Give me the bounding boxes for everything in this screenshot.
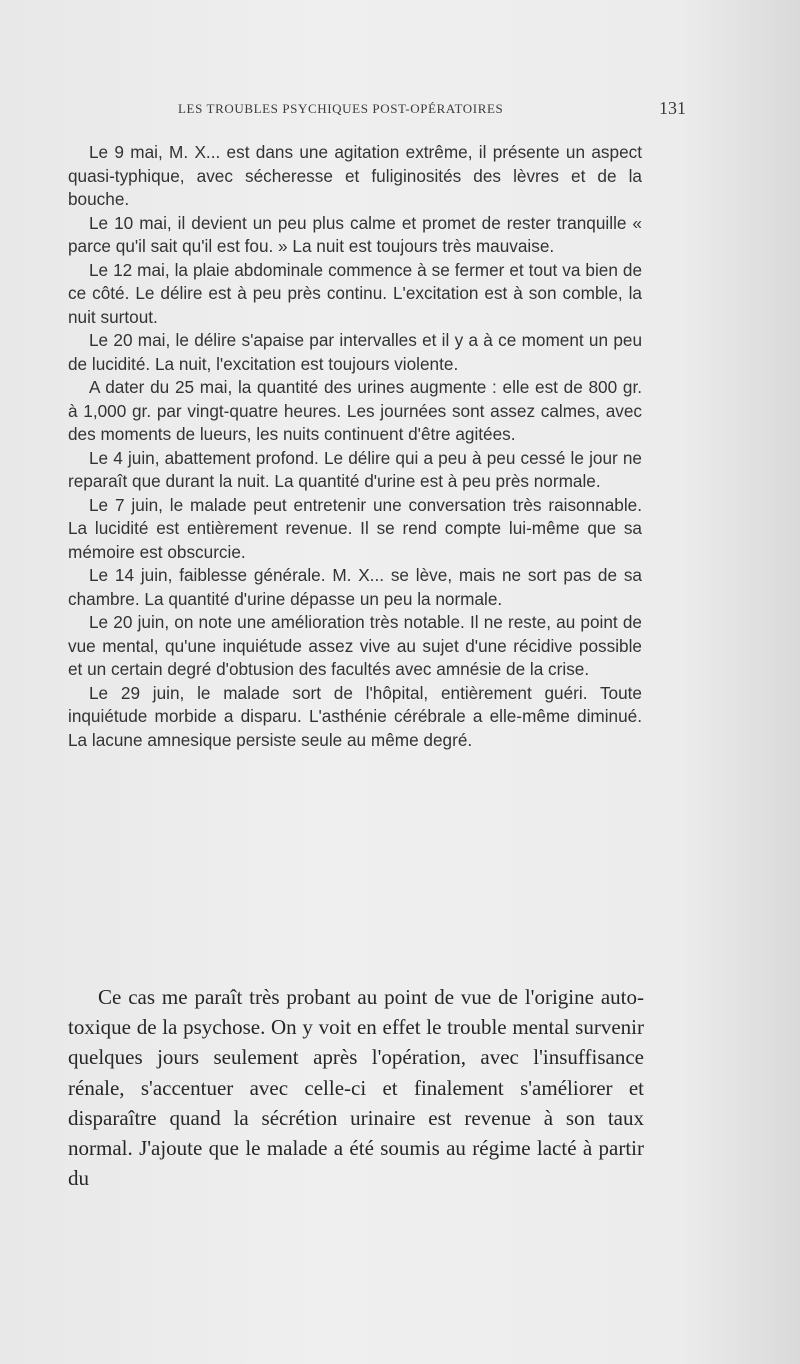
case-notes xyxy=(68,141,642,752)
case-note-9-mai: Le 9 mai, M. X... est dans une agitation extrême, il présente un aspect quasi-typhique, avec sécheresse et fuliginosités des lèvres et de la bouche. xyxy=(68,142,642,209)
main-text xyxy=(68,982,644,1193)
case-note-10-mai: Le 10 mai, il devient un peu plus calme et promet de rester tranquille « parce qu'il sait qu'il est fou. » La nuit est toujours très mauvaise. xyxy=(68,212,642,256)
running-head xyxy=(178,98,686,125)
commentary-paragraph: Ce cas me paraît très probant au point de vue de l'origine auto-toxique de la psychose. On y voit en effet le trouble mental survenir quelques jours seulement après l'opération, avec l'insuffisance rénale, s'accentuer avec celle-ci et finalement s'améliorer et disparaître quand la sécrétion urinaire est revenue à son taux normal. J'ajoute que le malade a été soumis au régime lacté à partir du xyxy=(68,985,644,1191)
case-note-7-juin: Le 7 juin, le malade peut entretenir une conversation très raisonnable. La lucidité est entièrement revenue. Il se rend compte lui-même que sa mémoire est obscurcie. xyxy=(68,494,642,562)
running-title: LES TROUBLES PSYCHIQUES POST-OPÉRATOIRES xyxy=(178,101,504,116)
page-number: 131 xyxy=(659,98,686,118)
case-note-12-mai: Le 12 mai, la plaie abdominale commence à se fermer et tout va bien de ce côté. Le délire est à peu près continu. L'excitation est à son comble, la nuit surtout. xyxy=(68,259,642,327)
case-note-29-juin: Le 29 juin, le malade sort de l'hôpital, entièrement guéri. Toute inquiétude morbide a disparu. L'asthénie cérébrale a elle-même diminué. La lacune amnesique persiste seule au même degré. xyxy=(68,682,642,750)
case-note-25-mai: A dater du 25 mai, la quantité des urines augmente : elle est de 800 gr. à 1,000 gr. par vingt-quatre heures. Les journées sont assez calmes, avec des moments de lueurs, les nuits continuent d'être agitées. xyxy=(68,377,642,444)
case-note-14-juin: Le 14 juin, faiblesse générale. M. X... se lève, mais ne sort pas de sa chambre. La quantité d'urine dépasse un peu la normale. xyxy=(68,565,642,609)
case-note-4-juin: Le 4 juin, abattement profond. Le délire qui a peu à peu cessé le jour ne reparaît que durant la nuit. La quantité d'urine est à peu près normale. xyxy=(68,447,642,491)
case-note-20-mai: Le 20 mai, le délire s'apaise par intervalles et il y a à ce moment un peu de lucidité. La nuit, l'excitation est toujours violente. xyxy=(68,330,642,374)
case-note-20-juin: Le 20 juin, on note une amélioration très notable. Il ne reste, au point de vue mental, qu'une inquiétude assez vive au sujet d'une récidive possible et un certain degré d'obtusion des facultés avec amnésie de la crise. xyxy=(68,612,642,679)
